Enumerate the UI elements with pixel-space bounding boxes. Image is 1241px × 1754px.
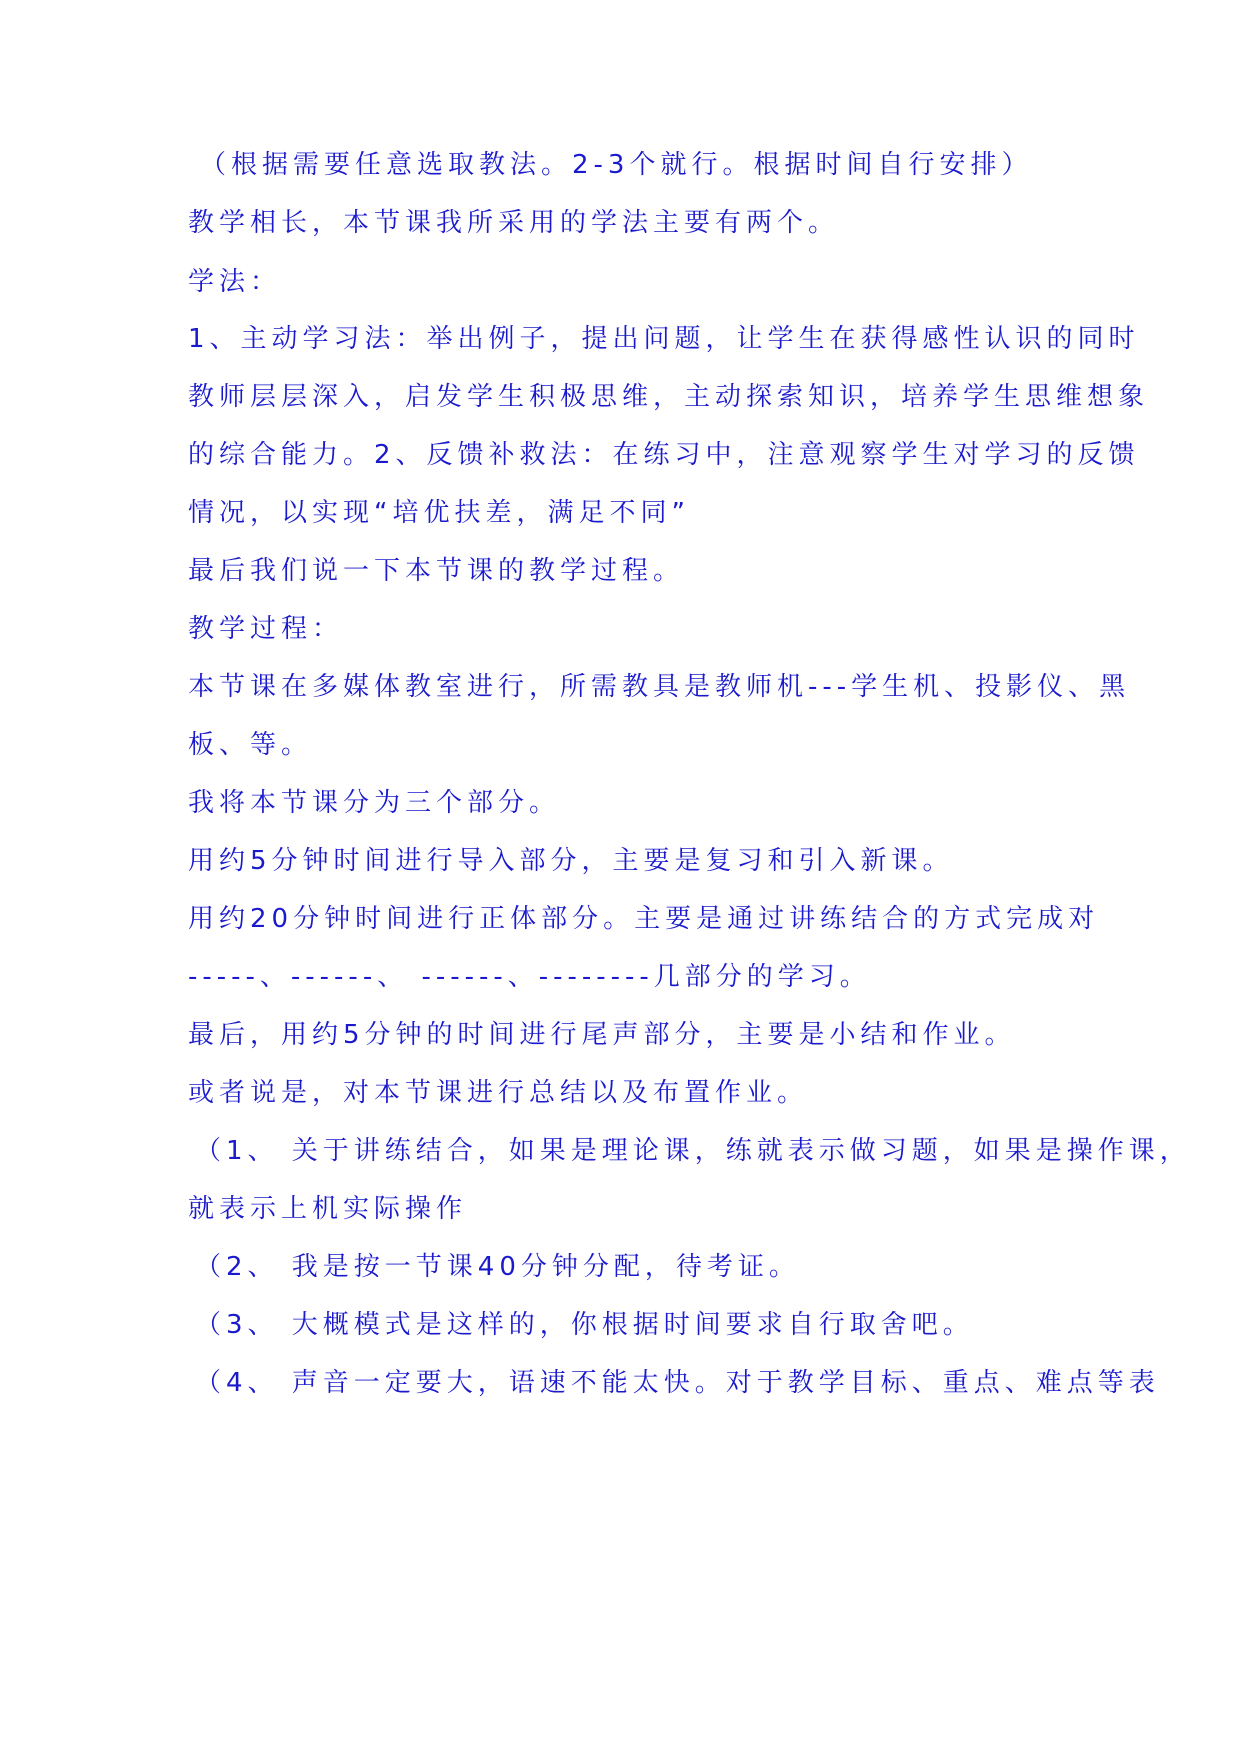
text-line: 教学相长，本节课我所采用的学法主要有两个。: [188, 208, 840, 238]
text-line: 就表示上机实际操作: [188, 1194, 468, 1224]
text-line: 用约5分钟时间进行导入部分，主要是复习和引入新课。: [188, 846, 954, 876]
text-line: 情况，以实现“培优扶差，满足不同”: [188, 498, 690, 528]
text-line: （4、 声音一定要大，语速不能太快。对于教学目标、重点、难点等表: [195, 1368, 1160, 1398]
text-line: 本节课在多媒体教室进行，所需教具是教师机---学生机、投影仪、黑: [188, 672, 1131, 702]
text-line: （根据需要任意选取教法。2-3个就行。根据时间自行安排）: [200, 150, 1033, 180]
text-line: 教师层层深入，启发学生积极思维，主动探索知识，培养学生思维想象: [188, 382, 1150, 412]
text-line: （2、 我是按一节课40分钟分配，待考证。: [195, 1252, 800, 1282]
text-line: 我将本节课分为三个部分。: [188, 788, 561, 818]
text-line: 学法：: [188, 267, 282, 297]
text-line: 教学过程：: [188, 614, 344, 644]
text-line: -----、------、 ------、--------几部分的学习。: [188, 962, 871, 992]
text-line: 或者说是，对本节课进行总结以及布置作业。: [188, 1078, 809, 1108]
text-line: 1、主动学习法：举出例子，提出问题，让学生在获得感性认识的同时: [188, 324, 1140, 354]
text-line: （3、 大概模式是这样的，你根据时间要求自行取舍吧。: [195, 1310, 974, 1340]
text-line: （1、 关于讲练结合，如果是理论课，练就表示做习题，如果是操作课，: [195, 1136, 1191, 1166]
text-line: 最后我们说一下本节课的教学过程。: [188, 556, 685, 586]
text-line: 用约20分钟时间进行正体部分。主要是通过讲练结合的方式完成对: [188, 904, 1100, 934]
text-line: 最后，用约5分钟的时间进行尾声部分，主要是小结和作业。: [188, 1020, 1016, 1050]
text-line: 的综合能力。2、反馈补救法：在练习中，注意观察学生对学习的反馈: [188, 440, 1140, 470]
text-line: 板、等。: [188, 730, 313, 760]
